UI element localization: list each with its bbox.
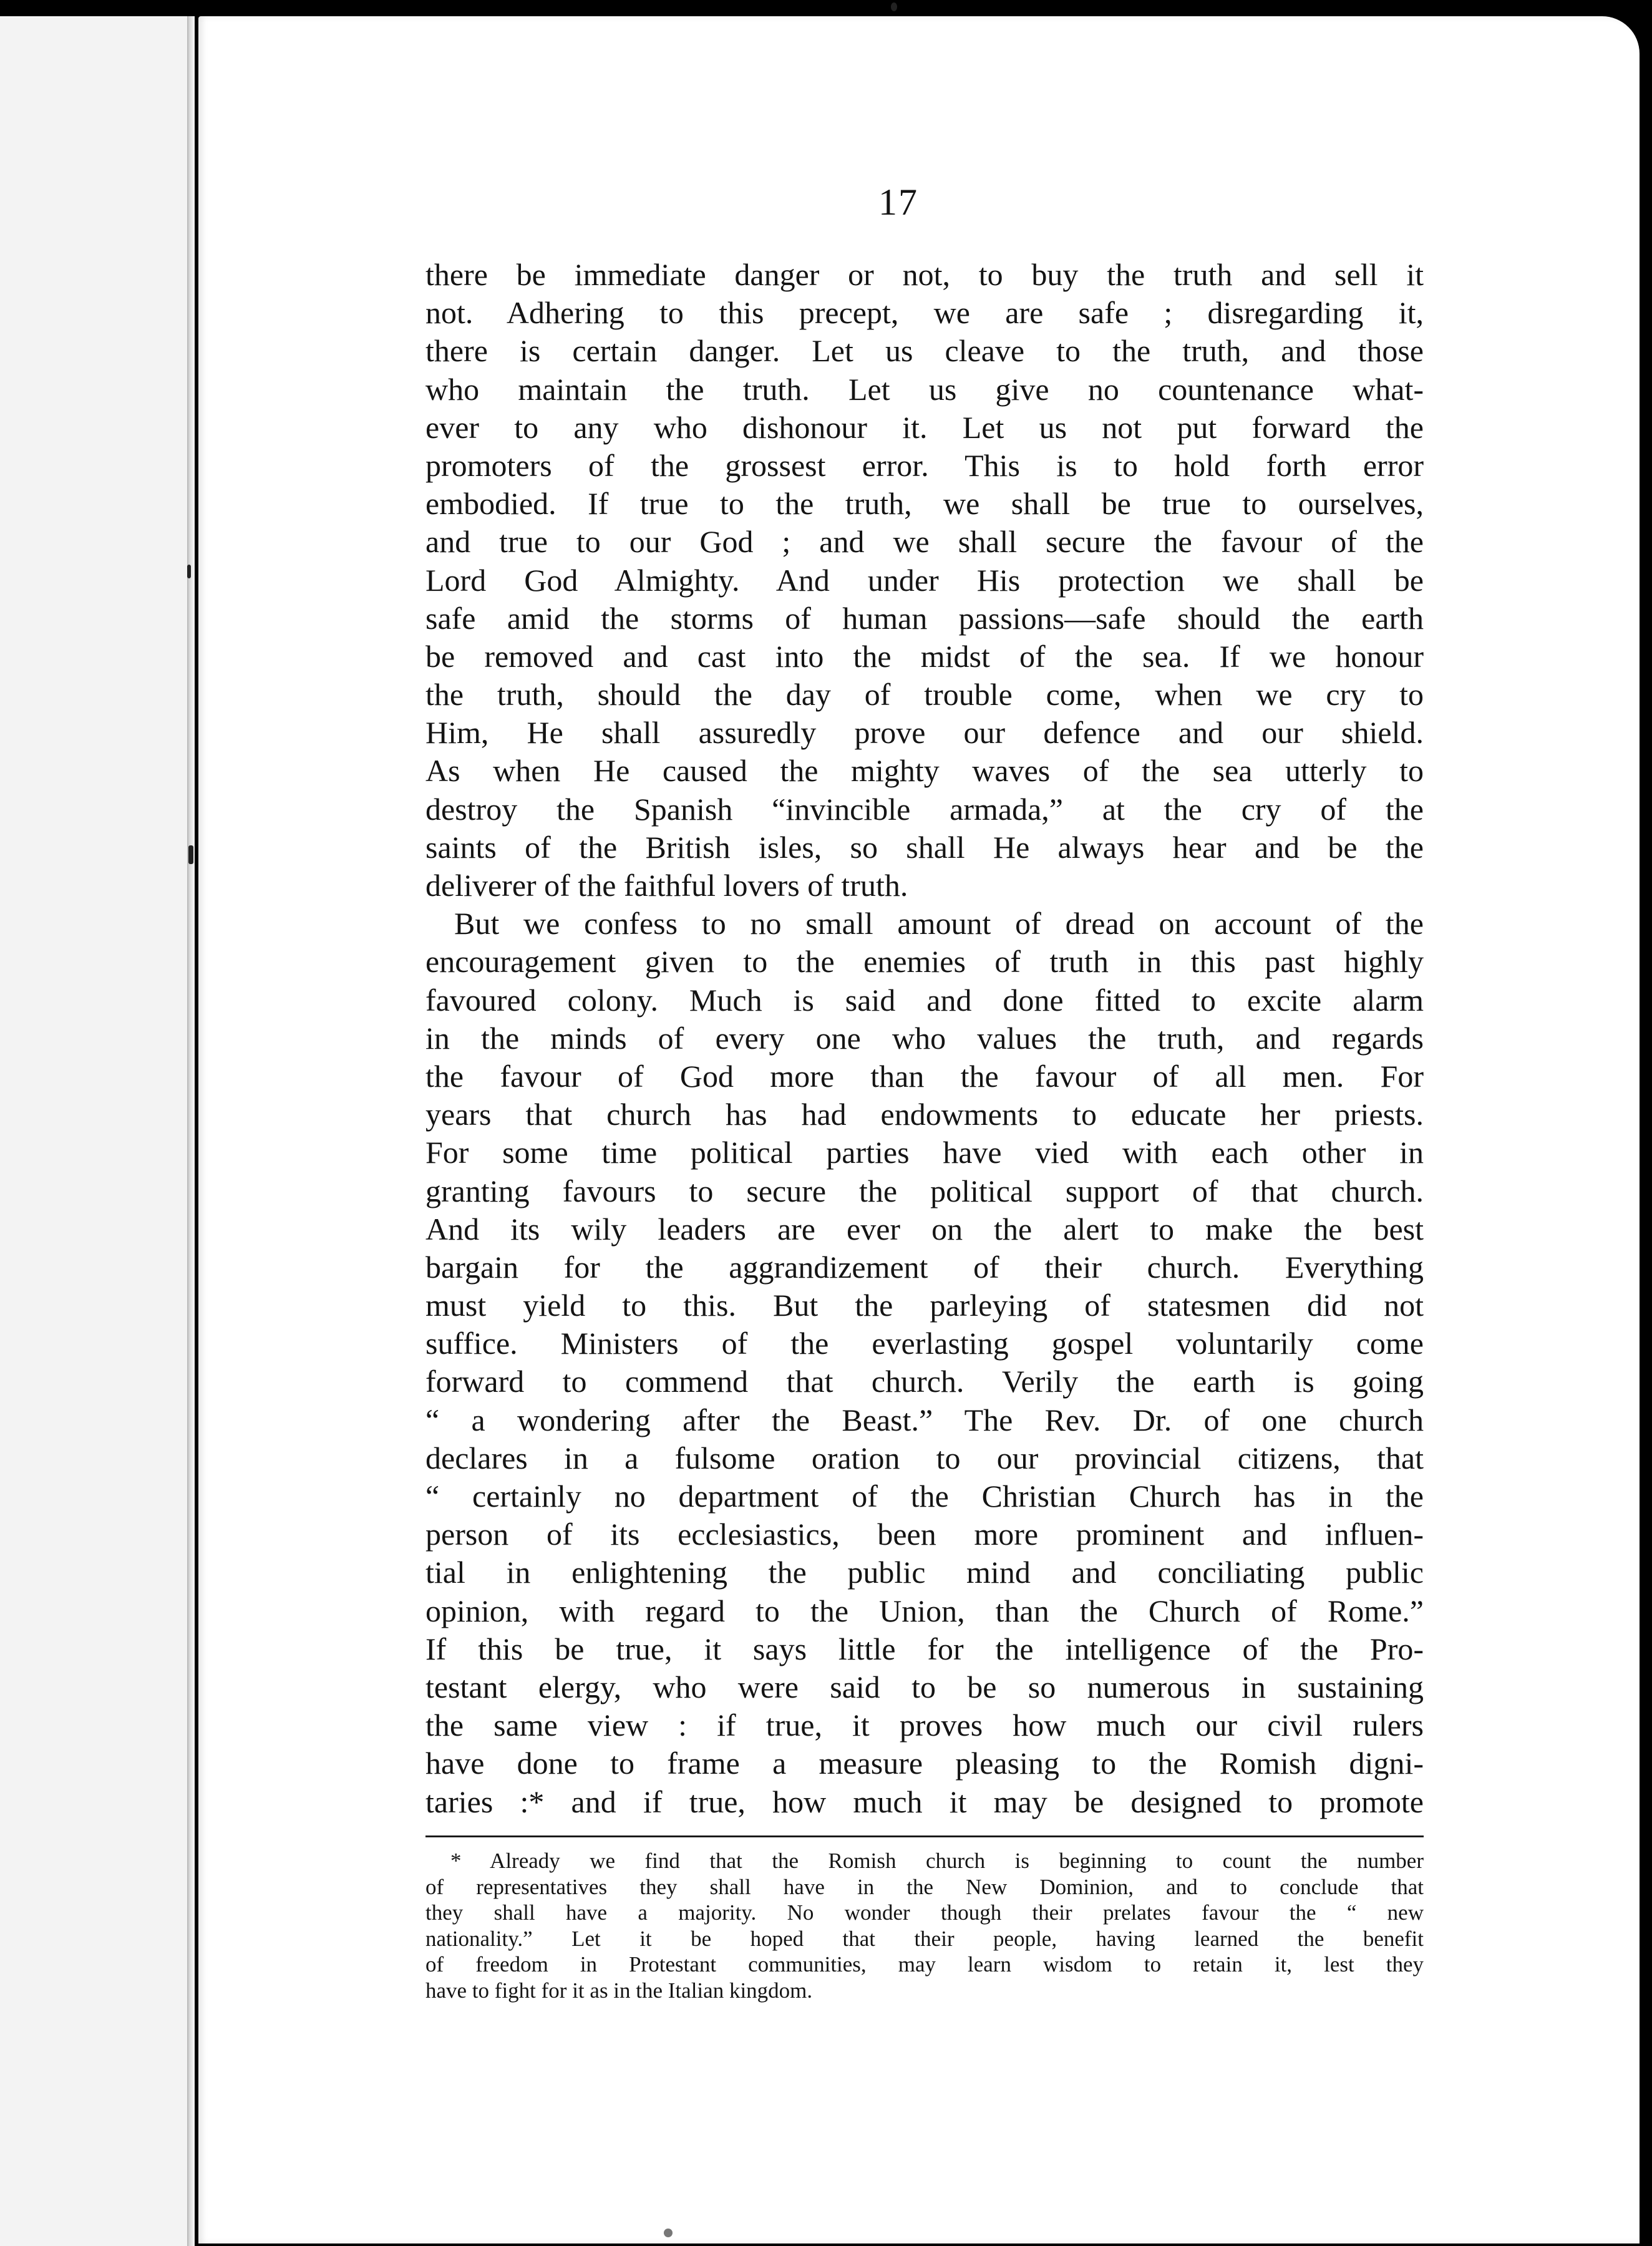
text-line: safe amid the storms of human passions—safe should the earth (425, 600, 1424, 636)
scan-speck (891, 2, 897, 11)
text-line: the truth, should the day of trouble come, when we cry to (425, 677, 1424, 712)
text-line: and true to our God ; and we shall secure the favour of the (425, 524, 1424, 560)
footnote-line: of freedom in Protestant communities, may learn wisdom to retain it, lest they (425, 1952, 1424, 1977)
text-line: For some time political parties have vied with each other in (425, 1135, 1424, 1170)
text-line: promoters of the grossest error. This is to hold forth error (425, 447, 1424, 483)
text-line: tial in enlightening the public mind and conciliating public (425, 1555, 1424, 1590)
text-line: the same view : if true, it proves how much our civil rulers (425, 1708, 1424, 1743)
footnote (425, 1848, 1424, 2004)
text-line: there is certain danger. Let us cleave to the truth, and those (425, 333, 1424, 369)
text-line: be removed and cast into the midst of the sea. If we honour (425, 638, 1424, 674)
body-text (425, 256, 1424, 1821)
footnote-line: * Already we find that the Romish church is beginning to count the number (450, 1849, 1424, 1873)
text-line: testant elergy, who were said to be so numerous in sustaining (425, 1669, 1424, 1704)
scan-speck (187, 565, 191, 578)
text-line: “ a wondering after the Beast.” The Rev. Dr. of one church (425, 1402, 1424, 1437)
text-line: encouragement given to the enemies of truth in this past highly (425, 944, 1424, 980)
text-line: the favour of God more than the favour of all men. For (425, 1058, 1424, 1094)
text-line: deliverer of the faithful lovers of truth. (425, 868, 908, 903)
text-line: person of its ecclesiastics, been more prominent and influen- (425, 1517, 1424, 1552)
text-line: in the minds of every one who values the truth, and regards (425, 1020, 1424, 1056)
text-line: must yield to this. But the parleying of statesmen did not (425, 1288, 1424, 1323)
footnote-line: they shall have a majority. No wonder though their prelates favour the “ new (425, 1900, 1424, 1925)
text-line: destroy the Spanish “invincible armada,” at the cry of the (425, 791, 1424, 827)
text-line: suffice. Ministers of the everlasting gospel voluntarily come (425, 1326, 1424, 1361)
text-line: But we confess to no small amount of dread on account of the (454, 906, 1424, 941)
text-line: embodied. If true to the truth, we shall be true to ourselves, (425, 486, 1424, 522)
text-line: favoured colony. Much is said and done fitted to excite alarm (425, 982, 1424, 1018)
text-line: taries :* and if true, how much it may be designed to promote (425, 1784, 1424, 1819)
text-line: As when He caused the mighty waves of the sea utterly to (425, 753, 1424, 789)
text-line: Him, He shall assuredly prove our defence and our shield. (425, 715, 1424, 751)
page-gutter (188, 16, 195, 2246)
text-line: “ certainly no department of the Christian Church has in the (425, 1479, 1424, 1514)
text-line: saints of the British isles, so shall He always hear and be the (425, 829, 1424, 865)
text-line: forward to commend that church. Verily the earth is going (425, 1364, 1424, 1399)
footnote-rule (425, 1835, 1424, 1837)
facing-page-edge (0, 16, 190, 2246)
text-line: have done to frame a measure pleasing to the Romish digni- (425, 1746, 1424, 1781)
footnote-line: have to fight for it as in the Italian kingdom. (425, 1978, 813, 2003)
scan-speck (188, 845, 193, 864)
footnote-line: nationality.” Let it be hoped that their people, having learned the benefit (425, 1926, 1424, 1951)
text-line: granting favours to secure the political support of that church. (425, 1173, 1424, 1208)
text-line: there be immediate danger or not, to buy the truth and sell it (425, 257, 1424, 292)
text-line: ever to any who dishonour it. Let us not put forward the (425, 409, 1424, 445)
text-line: years that church has had endowments to educate her priests. (425, 1097, 1424, 1132)
page-number: 17 (878, 182, 918, 223)
text-line: opinion, with regard to the Union, than the Church of Rome.” (425, 1593, 1424, 1628)
footnote-line: of representatives they shall have in the New Dominion, and to conclude that (425, 1874, 1424, 1899)
text-line: who maintain the truth. Let us give no countenance what- (425, 371, 1424, 407)
text-line: bargain for the aggrandizement of their church. Everything (425, 1249, 1424, 1285)
text-line: declares in a fulsome oration to our provincial citizens, that (425, 1440, 1424, 1475)
text-line: not. Adhering to this precept, we are safe ; disregarding it, (425, 295, 1424, 331)
scan-speck (664, 2229, 673, 2237)
text-line: Lord God Almighty. And under His protection we shall be (425, 562, 1424, 598)
text-line: If this be true, it says little for the intelligence of the Pro- (425, 1631, 1424, 1666)
text-line: And its wily leaders are ever on the alert to make the best (425, 1211, 1424, 1247)
